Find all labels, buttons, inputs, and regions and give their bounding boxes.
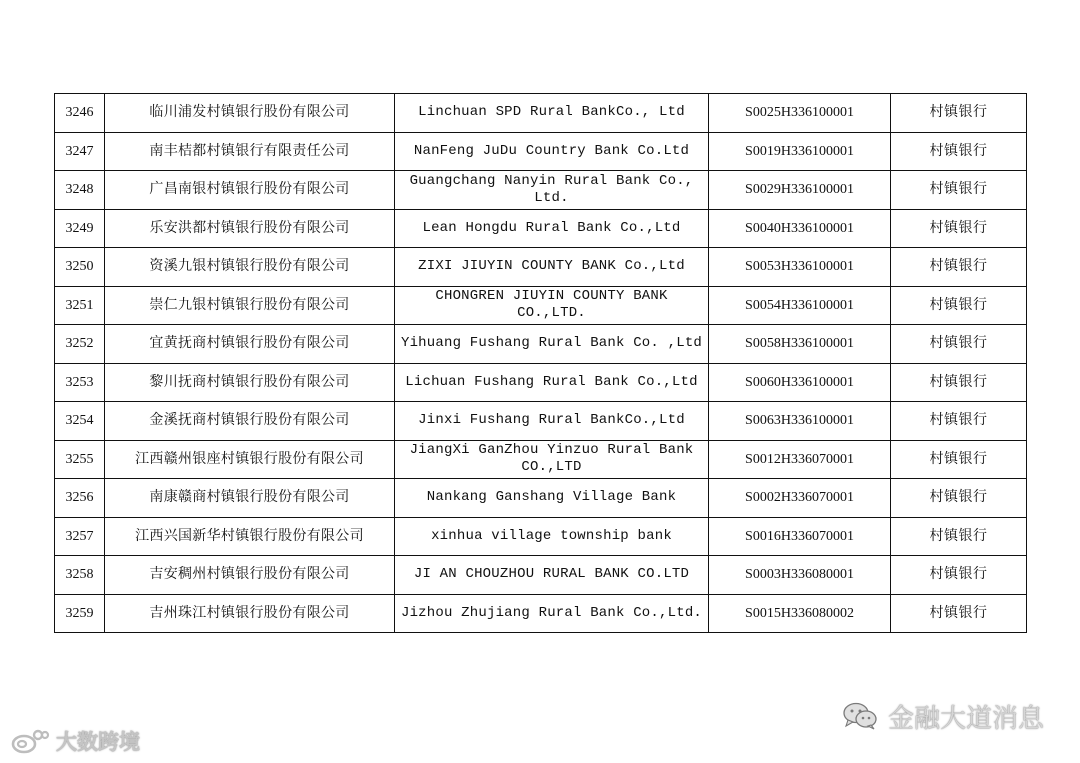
cell-institution-code: S0063H336100001 [709, 402, 891, 441]
cell-name-english: Lichuan Fushang Rural Bank Co.,Ltd [395, 363, 709, 402]
cell-name-english: Yihuang Fushang Rural Bank Co. ,Ltd [395, 325, 709, 364]
table-row [55, 363, 1027, 402]
cell-name-english: Linchuan SPD Rural BankCo., Ltd [395, 94, 709, 133]
weibo-icon [10, 728, 50, 754]
cell-institution-type: 村镇银行 [891, 517, 1027, 556]
cell-institution-code: S0002H336070001 [709, 479, 891, 518]
table-row [55, 286, 1027, 325]
cell-name-chinese: 临川浦发村镇银行股份有限公司 [105, 94, 395, 133]
cell-institution-type: 村镇银行 [891, 94, 1027, 133]
cell-name-english: Jizhou Zhujiang Rural Bank Co.,Ltd. [395, 594, 709, 633]
cell-name-english: ZIXI JIUYIN COUNTY BANK Co.,Ltd [395, 248, 709, 287]
cell-number: 3252 [55, 325, 105, 364]
cell-institution-type: 村镇银行 [891, 363, 1027, 402]
cell-number: 3256 [55, 479, 105, 518]
cell-name-chinese: 金溪抚商村镇银行股份有限公司 [105, 402, 395, 441]
watermark-right [842, 699, 1044, 733]
cell-name-english: Lean Hongdu Rural Bank Co.,Ltd [395, 209, 709, 248]
cell-institution-type: 村镇银行 [891, 594, 1027, 633]
cell-name-chinese: 乐安洪都村镇银行股份有限公司 [105, 209, 395, 248]
cell-name-english: Guangchang Nanyin Rural Bank Co., Ltd. [395, 171, 709, 210]
watermark-right-text: 金融大道消息 [887, 703, 1044, 734]
cell-number: 3246 [55, 94, 105, 133]
cell-number: 3255 [55, 440, 105, 479]
cell-name-chinese: 南康赣商村镇银行股份有限公司 [105, 479, 395, 518]
cell-name-english: xinhua village township bank [395, 517, 709, 556]
table-row [55, 556, 1027, 595]
bank-registry-table [54, 93, 1027, 633]
cell-number: 3250 [55, 248, 105, 287]
cell-institution-code: S0054H336100001 [709, 286, 891, 325]
cell-number: 3249 [55, 209, 105, 248]
cell-number: 3257 [55, 517, 105, 556]
cell-name-chinese: 宜黄抚商村镇银行股份有限公司 [105, 325, 395, 364]
cell-institution-code: S0029H336100001 [709, 171, 891, 210]
table-row [55, 517, 1027, 556]
cell-institution-type: 村镇银行 [891, 402, 1027, 441]
cell-institution-type: 村镇银行 [891, 479, 1027, 518]
cell-institution-code: S0003H336080001 [709, 556, 891, 595]
table-row [55, 440, 1027, 479]
cell-institution-type: 村镇银行 [891, 440, 1027, 479]
cell-institution-code: S0019H336100001 [709, 132, 891, 171]
cell-institution-type: 村镇银行 [891, 171, 1027, 210]
cell-name-english: Jinxi Fushang Rural BankCo.,Ltd [395, 402, 709, 441]
cell-number: 3247 [55, 132, 105, 171]
cell-name-chinese: 广昌南银村镇银行股份有限公司 [105, 171, 395, 210]
cell-name-english: Nankang Ganshang Village Bank [395, 479, 709, 518]
cell-name-chinese: 吉安稠州村镇银行股份有限公司 [105, 556, 395, 595]
cell-number: 3258 [55, 556, 105, 595]
cell-institution-type: 村镇银行 [891, 286, 1027, 325]
cell-institution-code: S0012H336070001 [709, 440, 891, 479]
cell-number: 3259 [55, 594, 105, 633]
cell-institution-code: S0053H336100001 [709, 248, 891, 287]
watermark-left-text: 大数跨境 [56, 730, 140, 754]
cell-name-chinese: 崇仁九银村镇银行股份有限公司 [105, 286, 395, 325]
wechat-icon [842, 701, 878, 731]
cell-name-chinese: 江西赣州银座村镇银行股份有限公司 [105, 440, 395, 479]
cell-institution-type: 村镇银行 [891, 248, 1027, 287]
cell-institution-code: S0058H336100001 [709, 325, 891, 364]
cell-institution-code: S0040H336100001 [709, 209, 891, 248]
cell-institution-code: S0025H336100001 [709, 94, 891, 133]
cell-number: 3254 [55, 402, 105, 441]
table-row [55, 402, 1027, 441]
cell-name-chinese: 南丰桔都村镇银行有限责任公司 [105, 132, 395, 171]
cell-name-chinese: 江西兴国新华村镇银行股份有限公司 [105, 517, 395, 556]
table-row [55, 171, 1027, 210]
cell-name-english: JI AN CHOUZHOU RURAL BANK CO.LTD [395, 556, 709, 595]
table-row [55, 248, 1027, 287]
cell-number: 3251 [55, 286, 105, 325]
cell-institution-code: S0015H336080002 [709, 594, 891, 633]
table-row [55, 325, 1027, 364]
cell-number: 3253 [55, 363, 105, 402]
table-row [55, 94, 1027, 133]
cell-name-english: NanFeng JuDu Country Bank Co.Ltd [395, 132, 709, 171]
cell-institution-type: 村镇银行 [891, 556, 1027, 595]
cell-name-chinese: 资溪九银村镇银行股份有限公司 [105, 248, 395, 287]
cell-name-english: CHONGREN JIUYIN COUNTY BANK CO.,LTD. [395, 286, 709, 325]
table-row [55, 209, 1027, 248]
cell-institution-code: S0016H336070001 [709, 517, 891, 556]
cell-name-chinese: 黎川抚商村镇银行股份有限公司 [105, 363, 395, 402]
cell-institution-code: S0060H336100001 [709, 363, 891, 402]
cell-name-english: JiangXi GanZhou Yinzuo Rural Bank CO.,LTD [395, 440, 709, 479]
cell-institution-type: 村镇银行 [891, 132, 1027, 171]
table-row [55, 479, 1027, 518]
table-body [55, 94, 1027, 633]
cell-institution-type: 村镇银行 [891, 325, 1027, 364]
table-row [55, 594, 1027, 633]
cell-number: 3248 [55, 171, 105, 210]
watermark-left [10, 727, 140, 755]
cell-name-chinese: 吉州珠江村镇银行股份有限公司 [105, 594, 395, 633]
cell-institution-type: 村镇银行 [891, 209, 1027, 248]
table-row [55, 132, 1027, 171]
